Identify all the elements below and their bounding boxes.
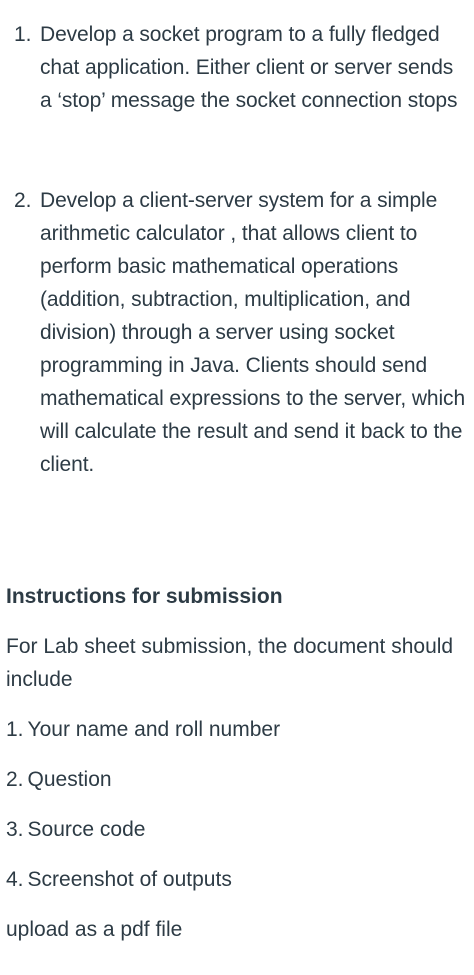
list-item: [6, 763, 466, 796]
item-text: Question: [27, 768, 112, 791]
item-text: Source code: [27, 818, 146, 841]
instructions-intro: For Lab sheet submission, the document should include: [6, 635, 454, 691]
question-number: 2.: [14, 189, 32, 212]
instructions-heading: Instructions for submission: [6, 585, 283, 608]
submission-instructions: [6, 580, 466, 946]
question-list: [6, 18, 468, 481]
list-item: [6, 813, 466, 846]
question-text: Develop a client-server system for a simple arithmetic calculator , that allows client to perform basic mathematical operations (addition, subtraction, multiplication, and division) through a server using socket programming in Java. Clients should send mathematical expressions to the server, which will calculate the result and send it back to the client.: [40, 189, 466, 476]
item-number: 4.: [6, 868, 24, 891]
item-text: Your name and roll number: [27, 718, 281, 741]
instructions-footer: upload as a pdf file: [6, 918, 183, 941]
question-text: Develop a socket program to a fully fledged chat application. Either client or server sends a ‘stop’ message the socket connection stops: [40, 23, 458, 112]
question-number: 1.: [14, 23, 32, 46]
item-number: 1.: [6, 718, 24, 741]
question-item: [6, 184, 468, 481]
question-item: [6, 18, 468, 117]
instructions-list: [6, 713, 466, 896]
list-item: [6, 713, 466, 746]
item-number: 2.: [6, 768, 24, 791]
list-item: [6, 863, 466, 896]
item-text: Screenshot of outputs: [27, 868, 232, 891]
item-number: 3.: [6, 818, 24, 841]
